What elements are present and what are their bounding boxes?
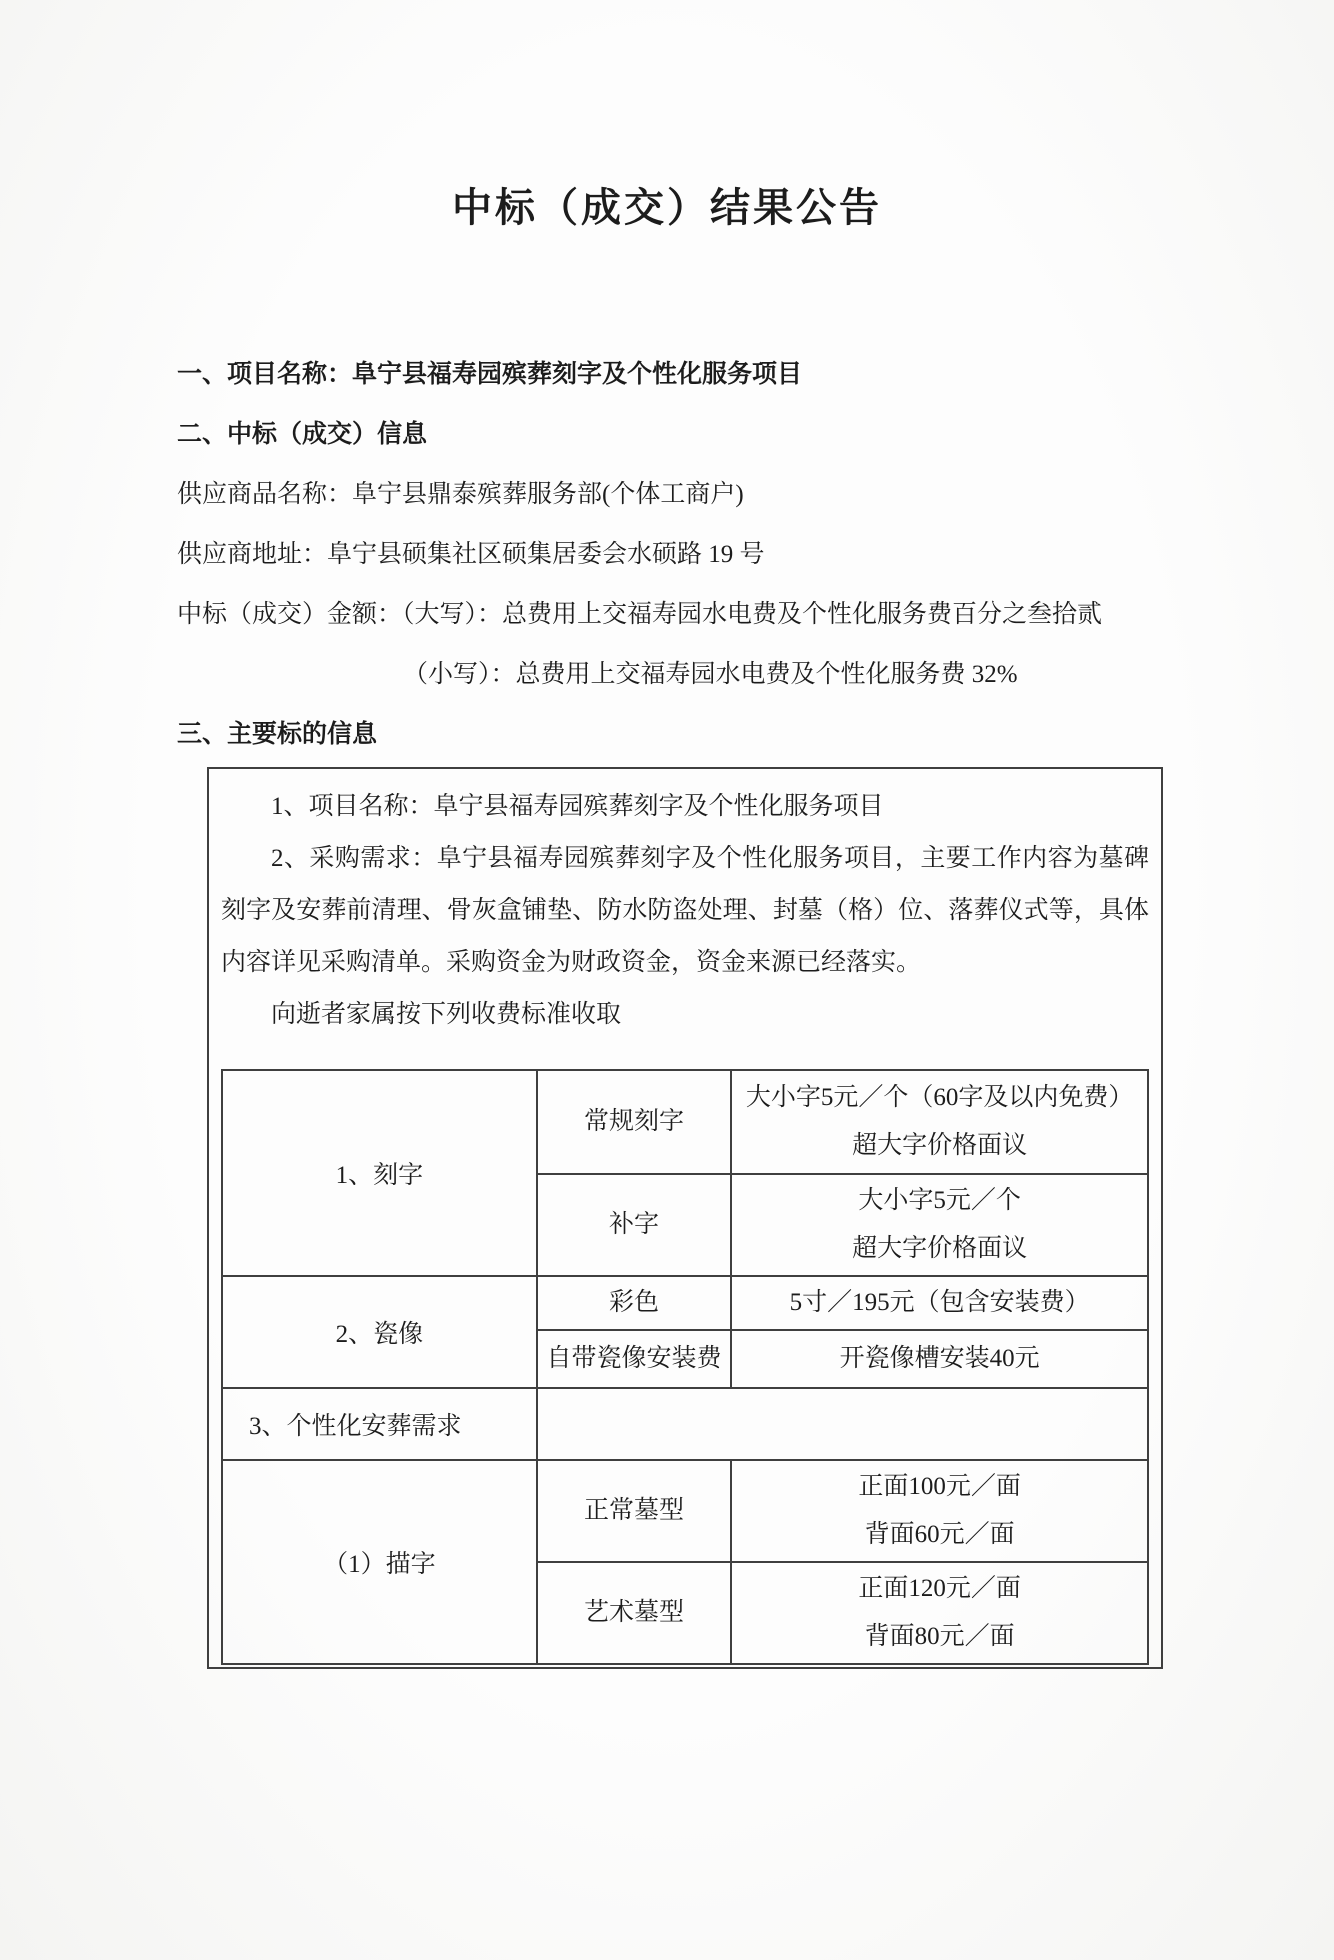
document-title: 中标（成交）结果公告 xyxy=(452,185,882,230)
item-cell-color-portrait xyxy=(537,1276,731,1330)
section-3-heading: 三、主要标的信息 xyxy=(177,721,378,748)
price-line: 超大字价格面议 xyxy=(852,1235,1028,1262)
price-line: 5寸／195元（包含安装费） xyxy=(789,1289,1090,1316)
price-cell-normal-tomb xyxy=(731,1460,1148,1562)
table-row xyxy=(222,1388,1148,1460)
item-label: 自带瓷像安装费 xyxy=(546,1345,722,1372)
item-cell-supplement-carving xyxy=(537,1174,731,1276)
category-cell-tracing: （1）描字 xyxy=(222,1460,537,1664)
price-line: 正面100元／面 xyxy=(858,1473,1021,1500)
item-cell-normal-tomb xyxy=(537,1460,731,1562)
price-line: 大小字5元／个（60字及以内免费） xyxy=(745,1084,1134,1111)
price-line: 背面60元／面 xyxy=(864,1521,1015,1548)
fee-table xyxy=(221,1069,1149,1665)
item-label: 常规刻字 xyxy=(584,1108,685,1135)
item-label: 正常墓型 xyxy=(584,1497,685,1524)
item-cell-art-tomb xyxy=(537,1562,731,1664)
empty-merged-cell xyxy=(537,1388,1148,1460)
price-line: 大小字5元／个 xyxy=(858,1187,1021,1214)
price-line: 开瓷像槽安装40元 xyxy=(839,1345,1040,1372)
price-cell-color-portrait xyxy=(731,1276,1148,1330)
box-para-project-name: 1、项目名称：阜宁县福寿园殡葬刻字及个性化服务项目 xyxy=(271,793,884,820)
section-2-heading: 二、中标（成交）信息 xyxy=(177,421,428,448)
price-line: 背面80元／面 xyxy=(864,1623,1015,1650)
supplier-name-line: 供应商品名称：阜宁县鼎泰殡葬服务部(个体工商户) xyxy=(177,481,744,508)
table-row xyxy=(222,1070,1148,1174)
price-line: 超大字价格面议 xyxy=(852,1132,1028,1159)
document-body xyxy=(177,345,1197,1669)
subject-info-box xyxy=(207,767,1163,1669)
price-cell-supplement-carving xyxy=(731,1174,1148,1276)
price-cell-art-tomb xyxy=(731,1562,1148,1664)
table-row xyxy=(222,1460,1148,1562)
price-line: 正面120元／面 xyxy=(858,1575,1021,1602)
amount-uppercase-line: 中标（成交）金额：（大写）：总费用上交福寿园水电费及个性化服务费百分之叁拾贰 xyxy=(177,601,1103,628)
box-para-procurement-requirements: 2、采购需求：阜宁县福寿园殡葬刻字及个性化服务项目，主要工作内容为墓碑刻字及安葬前清理、骨灰盒铺垫、防水防盗处理、封墓（格）位、落葬仪式等，具体内容详见采购清单。采购资金为财政资金，资金来源已经落实。 xyxy=(221,845,1149,976)
item-label: 彩色 xyxy=(609,1289,660,1316)
price-cell-regular-carving xyxy=(731,1070,1148,1174)
section-1-heading: 一、项目名称：阜宁县福寿园殡葬刻字及个性化服务项目 xyxy=(177,361,803,388)
category-cell-personalized-burial: 3、个性化安葬需求 xyxy=(222,1388,537,1460)
item-cell-regular-carving xyxy=(537,1070,731,1174)
item-cell-own-portrait-install xyxy=(537,1330,731,1388)
category-cell-carving: 1、刻字 xyxy=(222,1070,537,1276)
price-cell-own-portrait-install xyxy=(731,1330,1148,1388)
supplier-address-line: 供应商地址：阜宁县硕集社区硕集居委会水硕路 19 号 xyxy=(177,541,765,568)
category-cell-porcelain-portrait: 2、瓷像 xyxy=(222,1276,537,1388)
box-para-fee-notice: 向逝者家属按下列收费标准收取 xyxy=(271,1001,622,1028)
item-label: 艺术墓型 xyxy=(584,1599,685,1626)
item-label: 补字 xyxy=(609,1211,660,1238)
amount-lowercase-line: （小写）：总费用上交福寿园水电费及个性化服务费 32% xyxy=(403,661,1018,688)
table-row xyxy=(222,1276,1148,1330)
